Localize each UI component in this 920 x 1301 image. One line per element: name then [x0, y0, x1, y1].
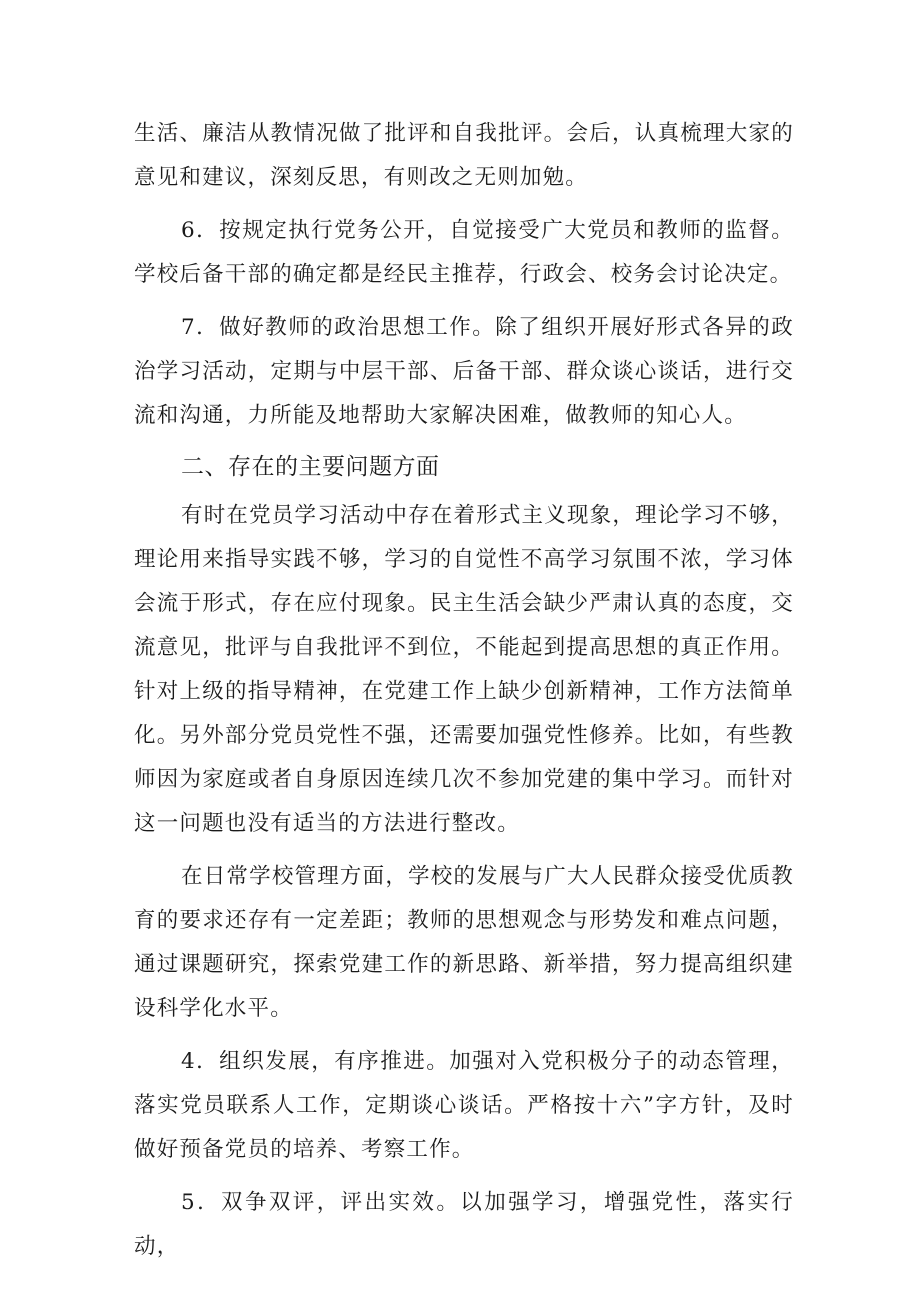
paragraph-item-4: 4．组织发展，有序推进。加强对入党积极分子的动态管理，落实党员联系人工作，定期谈心谈话。严格按十六”字方针，及时做好预备党员的培养、考察工作。 — [134, 1049, 794, 1162]
paragraph-item-7: 7．做好教师的政治思想工作。除了组织开展好形式各异的政治学习活动，定期与中层干部、后备干部、群众谈心谈话，进行交流和沟通，力所能及地帮助大家解决困难，做教师的知心人。 — [134, 315, 794, 428]
paragraph-item-6: 6．按规定执行党务公开，自觉接受广大党员和教师的监督。学校后备干部的确定都是经民主推荐，行政会、校务会讨论决定。 — [134, 218, 794, 287]
paragraph-item-5: 5．双争双评，评出实效。以加强学习，增强党性，落实行动， — [134, 1190, 794, 1259]
document-body — [134, 112, 794, 1269]
paragraph-problems-school-management: 在日常学校管理方面，学校的发展与广大人民群众接受优质教育的要求还存有一定差距；教师的思想观念与形势发和难点问题，通过课题研究，探索党建工作的新思路、新举措，努力提高组织建设科学化水平。 — [134, 864, 794, 1021]
section-heading: 二、存在的主要问题方面 — [181, 454, 440, 480]
paragraph-problems-party-study: 有时在党员学习活动中存在着形式主义现象，理论学习不够，理论用来指导实践不够，学习的自觉性不高学习氛围不浓，学习体会流于形式，存在应付现象。民主生活会缺少严肃认真的态度，交流意见，批评与自我批评不到位，不能起到提高思想的真正作用。针对上级的指导精神，在党建工作上缺少创新精神，工作方法简单化。另外部分党员党性不强，还需要加强党性修养。比如，有些教师因为家庭或者自身原因连续几次不参加党建的集中学习。而针对这一问题也没有适当的方法进行整改。 — [134, 503, 794, 836]
paragraph-continuation: 生活、廉洁从教情况做了批评和自我批评。会后，认真梳理大家的意见和建议，深刻反思，有则改之无则加勉。 — [134, 121, 794, 190]
